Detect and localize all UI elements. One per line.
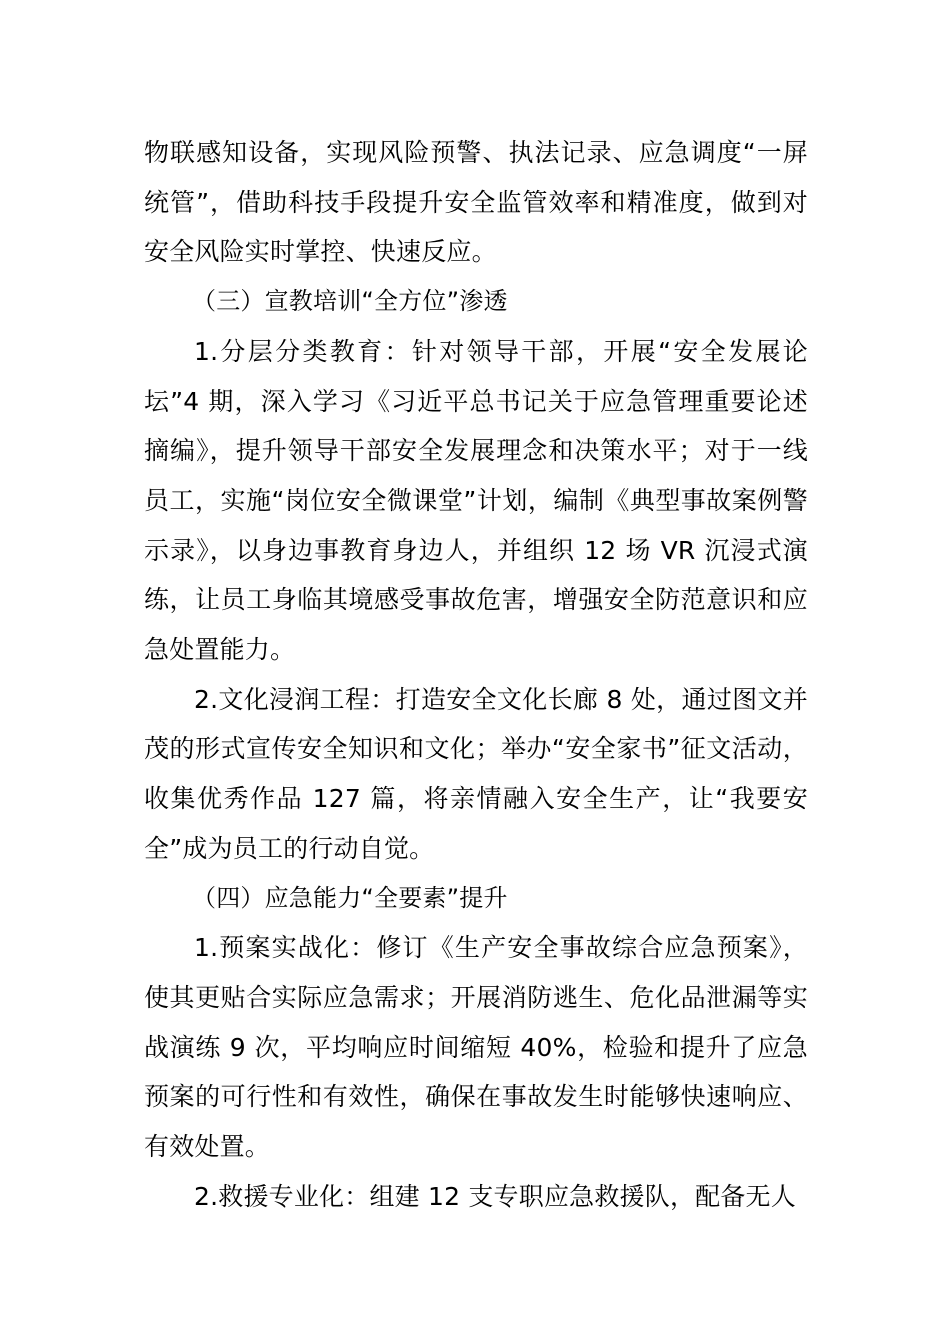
paragraph-rescue-professional: 2.救援专业化：组建 12 支专职应急救援队，配备无人 [194, 1181, 796, 1211]
paragraph-culture-project: 2.文化浸润工程：打造安全文化长廊 8 处，通过图文并茂的形式宣传安全知识和文化；举办“安全家书”征文活动，收集优秀作品 127 篇，将亲情融入安全生产，让“我要安全”成为员工的行动自觉。 [144, 684, 808, 863]
paragraph-continuation: 物联感知设备，实现风险预警、执法记录、应急调度“一屏统管”，借助科技手段提升安全监管效率和精准度，做到对安全风险实时掌控、快速反应。 [144, 138, 808, 267]
document-body [144, 128, 808, 1221]
section-heading-four: （四）应急能力“全要素”提升 [192, 883, 508, 912]
paragraph-layered-education: 1.分层分类教育：针对领导干部，开展“安全发展论坛”4 期，深入学习《习近平总书记关于应急管理重要论述摘编》，提升领导干部安全发展理念和决策水平；对于一线员工，实施“岗位安全微课堂”计划，编制《典型事故案例警示录》，以身边事教育身边人，并组织 12 场 VR 沉浸式演练，让员工身临其境感受事故危害，增强安全防范意识和应急处置能力。 [144, 336, 808, 665]
paragraph-plan-practical: 1.预案实战化：修订《生产安全事故综合应急预案》，使其更贴合实际应急需求；开展消防逃生、危化品泄漏等实战演练 9 次，平均响应时间缩短 40%，检验和提升了应急预案的可行性和有效性，确保在事故发生时能够快速响应、有效处置。 [144, 933, 808, 1162]
section-heading-three: （三）宣教培训“全方位”渗透 [192, 287, 508, 316]
